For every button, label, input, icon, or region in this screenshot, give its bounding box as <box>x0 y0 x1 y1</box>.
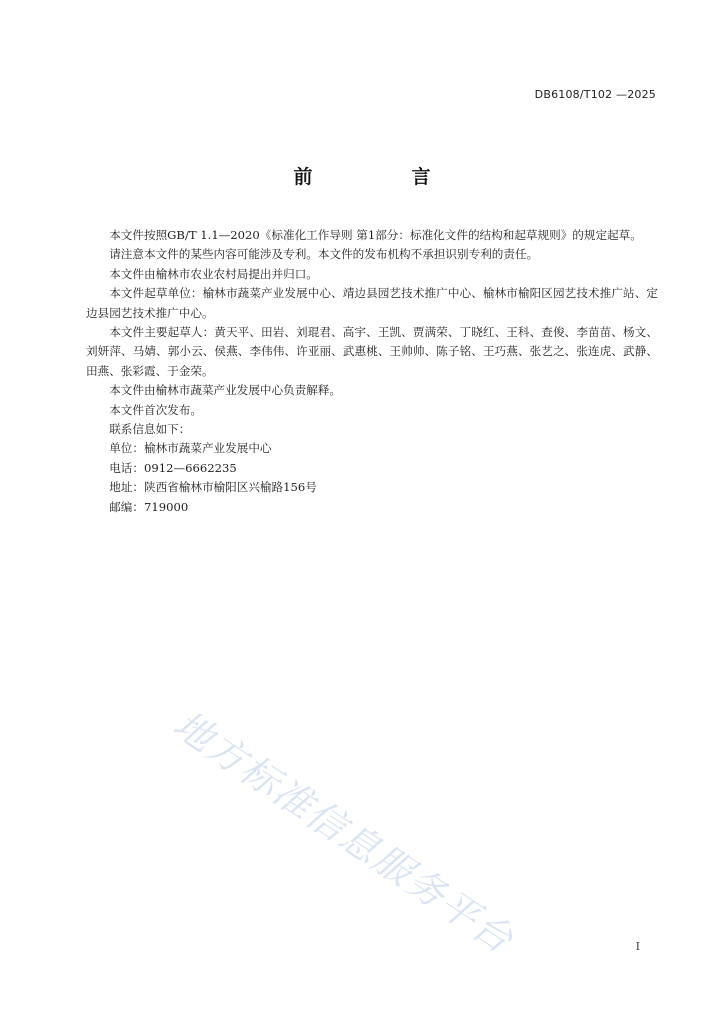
contact-phone: 电话：0912—6662235 <box>109 460 237 475</box>
paragraph-interpretation: 本文件由榆林市蔬菜产业发展中心负责解释。 <box>109 383 342 398</box>
page-title: 前 言 <box>293 166 471 188</box>
paragraph-proposer: 本文件由榆林市农业农村局提出并归口。 <box>109 266 318 281</box>
watermark: 地方标准信息服务平台 <box>165 702 522 963</box>
paragraph-drafting-units: 本文件起草单位：榆林市蔬菜产业发展中心、靖边县园艺技术推广中心、榆林市榆阳区园艺技术推广站、定边县园艺技术推广中心。 <box>86 286 658 320</box>
contact-heading: 联系信息如下： <box>109 422 191 437</box>
paragraph-drafting-rules: 本文件按照GB/T 1.1—2020《标准化工作导则 第1部分：标准化文件的结构和起草规则》的规定起草。 <box>109 228 642 242</box>
foreword-body <box>86 226 658 517</box>
paragraph-patent-notice: 请注意本文件的某些内容可能涉及专利。本文件的发布机构不承担识别专利的责任。 <box>109 247 539 262</box>
contact-address: 地址：陕西省榆林市榆阳区兴榆路156号 <box>109 480 317 495</box>
contact-postcode: 邮编：719000 <box>109 499 189 514</box>
paragraph-first-release: 本文件首次发布。 <box>109 402 202 417</box>
paragraph-drafters: 本文件主要起草人：黄天平、田岩、刘琨君、高宇、王凯、贾满荣、丁晓红、王科、查俊、李苗苗、杨文、刘妍萍、马婧、郭小云、侯燕、李伟伟、许亚丽、武惠桃、王帅帅、陈子铭、王巧燕、张艺之、张连虎、武静、田燕、张彩霞、于金荣。 <box>86 325 658 378</box>
document-code: DB6108/T102 —2025 <box>534 88 656 101</box>
page-number: I <box>635 940 640 953</box>
contact-unit: 单位：榆林市蔬菜产业发展中心 <box>109 441 272 456</box>
